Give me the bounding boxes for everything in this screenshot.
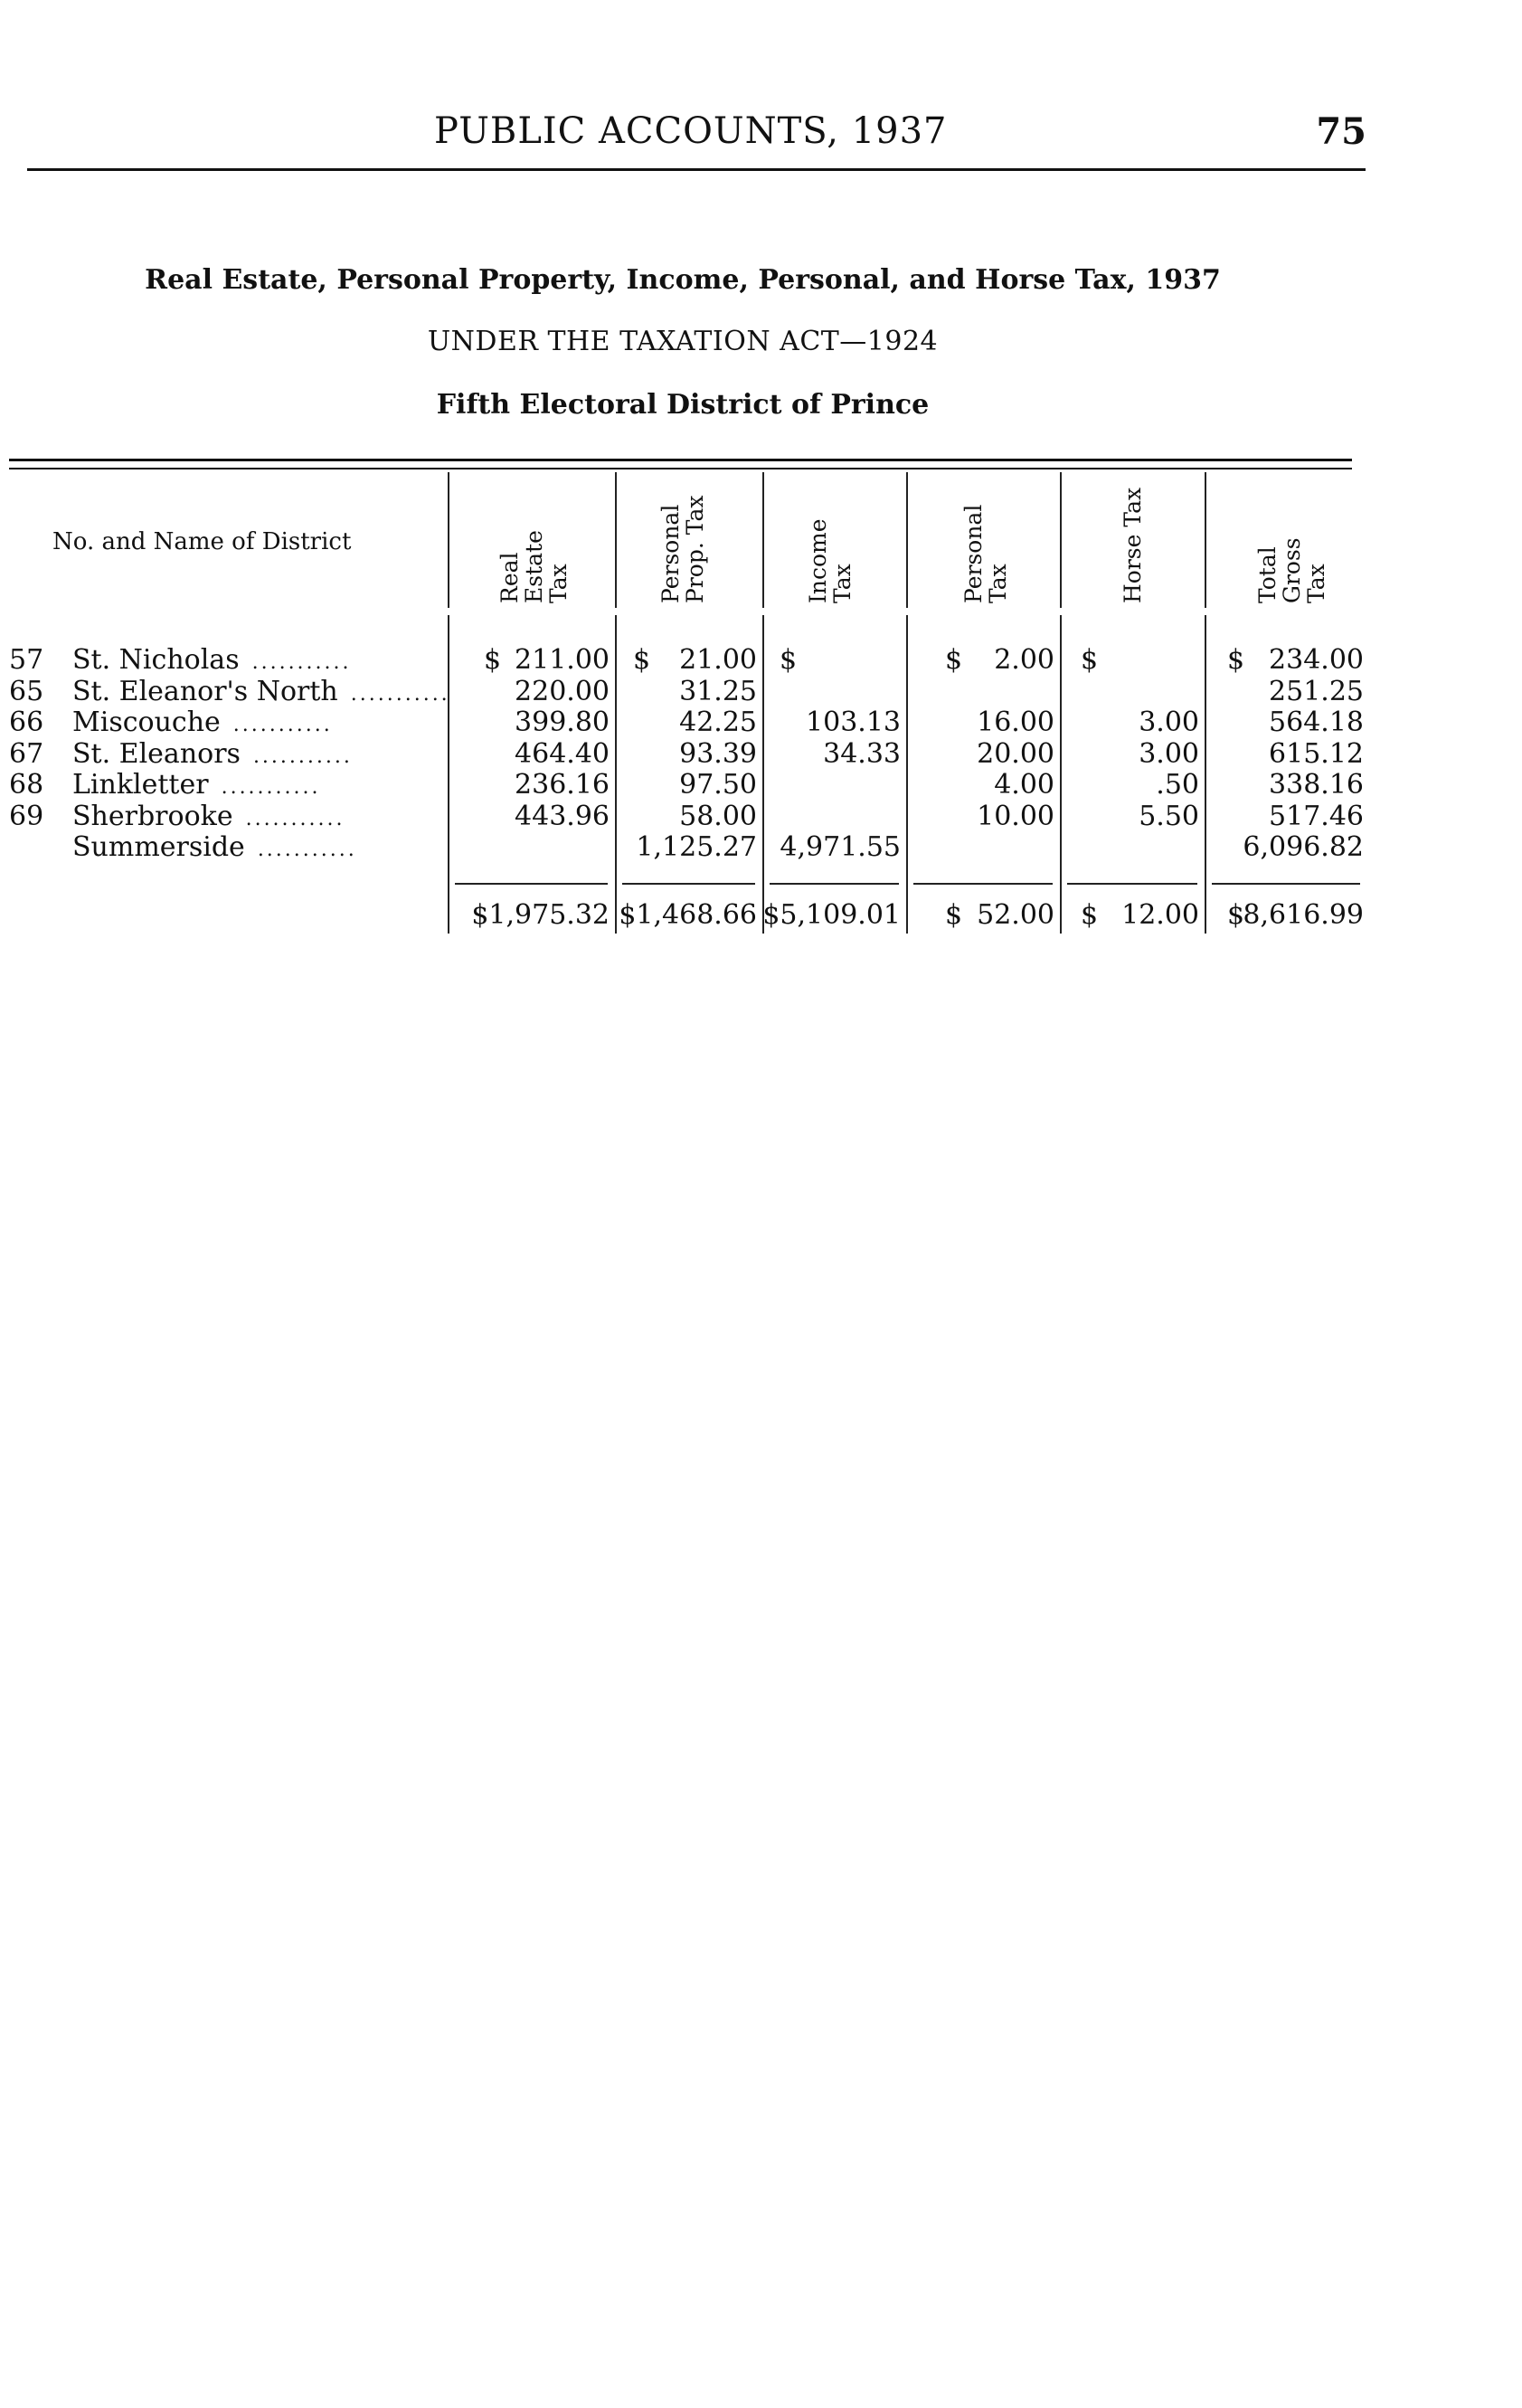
total-horse: 12.00 [1121, 899, 1199, 931]
sum-rule [1067, 883, 1197, 885]
total-total: 8,616.99 [1243, 899, 1364, 931]
district-number: 69 [9, 800, 44, 832]
district-number: 57 [9, 644, 44, 676]
table-row [0, 738, 1522, 769]
table-row [0, 706, 1522, 737]
cell-total: 564.18 [1269, 706, 1364, 738]
sum-rule [770, 883, 899, 885]
cell-real-estate: 399.80 [515, 706, 610, 738]
cell-total: 234.00 [1269, 644, 1364, 676]
leader-dots: ........... [245, 807, 345, 830]
cell-personal: 16.00 [977, 706, 1054, 738]
cell-income: 103.13 [806, 706, 901, 738]
column-header-personal-line: Tax [985, 564, 1011, 603]
column-divider [906, 472, 908, 608]
table-title: Real Estate, Personal Property, Income, Personal, and Horse Tax, 1937 [145, 264, 1221, 296]
cell-personal-prop: 58.00 [679, 800, 757, 832]
district-name-text: St. Eleanor's North [72, 675, 338, 707]
district-subtitle: Fifth Electoral District of Prince [436, 389, 930, 421]
cell-total: 6,096.82 [1243, 831, 1364, 863]
sum-rule [1212, 883, 1360, 885]
column-header-real-estate-line: Estate [520, 530, 547, 603]
header-rule [27, 168, 1366, 171]
page-number: 75 [1316, 110, 1366, 153]
cell-personal-prop: 42.25 [679, 706, 757, 738]
table-row [0, 644, 1522, 675]
table-row [0, 801, 1522, 831]
cell-horse: 3.00 [1139, 737, 1199, 770]
currency-symbol: $ [945, 644, 963, 676]
cell-income: 4,971.55 [780, 831, 901, 863]
district-name [72, 831, 357, 863]
district-number: 65 [9, 675, 44, 707]
district-name-text: Sherbrooke [72, 800, 233, 832]
cell-personal-prop: 1,125.27 [636, 831, 757, 863]
district-name-text: Summerside [72, 831, 245, 863]
currency-symbol: $ [484, 644, 502, 676]
column-divider [762, 472, 764, 608]
column-header-total-line: Gross [1278, 537, 1305, 603]
cell-real-estate: 236.16 [515, 769, 610, 801]
total-real-estate: $1,975.32 [471, 899, 610, 931]
district-name-text: St. Eleanors [72, 737, 241, 770]
cell-horse: 5.50 [1139, 800, 1199, 832]
sum-rule [455, 883, 608, 885]
district-name [72, 801, 345, 832]
cell-real-estate: 220.00 [515, 675, 610, 707]
sum-rule [622, 883, 755, 885]
column-header-horse-line: Horse Tax [1119, 487, 1146, 603]
district-name-text: St. Nicholas [72, 644, 240, 676]
column-header-personal-prop-line: Prop. Tax [682, 495, 708, 603]
currency-symbol: $ [633, 644, 651, 676]
table-row [0, 831, 1522, 862]
column-header-income-line: Tax [829, 564, 856, 603]
leader-dots: ........... [221, 776, 321, 799]
cell-total: 517.46 [1269, 800, 1364, 832]
leader-dots: ........... [252, 744, 353, 768]
running-head [0, 110, 1522, 165]
leader-dots: ........... [350, 682, 450, 706]
cell-horse: .50 [1156, 769, 1199, 801]
act-subtitle: UNDER THE TAXATION ACT—1924 [427, 326, 939, 357]
currency-symbol: $ [945, 899, 963, 931]
district-name [72, 706, 333, 738]
district-number: 67 [9, 737, 44, 770]
cell-total: 251.25 [1269, 675, 1364, 707]
column-header-income-line: Income [805, 518, 831, 603]
column-header-real-estate-line: Real [496, 552, 523, 603]
district-name-text: Miscouche [72, 706, 221, 738]
cell-total: 615.12 [1269, 737, 1364, 770]
district-name [72, 769, 321, 801]
column-header-real-estate-line: Tax [544, 564, 572, 603]
cell-personal-prop: 97.50 [679, 769, 757, 801]
column-divider [1060, 472, 1062, 608]
sum-rule [913, 883, 1053, 885]
leader-dots: ........... [251, 651, 352, 674]
currency-symbol: $ [780, 644, 798, 676]
cell-personal-prop: 93.39 [679, 737, 757, 770]
currency-symbol: $ [1227, 899, 1245, 931]
table-top-rule [9, 459, 1352, 461]
cell-personal-prop: 31.25 [679, 675, 757, 707]
column-header-personal-prop-line: Personal [657, 504, 684, 603]
column-divider [448, 472, 449, 608]
column-header-district: No. and Name of District [52, 528, 352, 555]
cell-total: 338.16 [1269, 769, 1364, 801]
table-row [0, 769, 1522, 800]
cell-personal: 2.00 [994, 644, 1054, 676]
district-name [72, 644, 352, 676]
currency-symbol: $ [1227, 644, 1245, 676]
total-income: $5,109.01 [762, 899, 901, 931]
column-header-personal-line: Personal [960, 504, 987, 603]
currency-symbol: $ [1081, 644, 1099, 676]
column-header-total-line: Tax [1302, 564, 1329, 603]
total-personal: 52.00 [977, 899, 1054, 931]
cell-real-estate: 211.00 [515, 644, 610, 676]
cell-personal-prop: 21.00 [679, 644, 757, 676]
district-name [72, 676, 450, 707]
total-personal-prop: $1,468.66 [619, 899, 757, 931]
leader-dots: ........... [257, 839, 357, 861]
district-number: 68 [9, 769, 44, 801]
cell-personal: 20.00 [977, 737, 1054, 770]
district-name [72, 738, 353, 770]
column-header-total-line: Total [1253, 546, 1281, 603]
column-divider [1205, 472, 1206, 608]
table-row [0, 676, 1522, 706]
leader-dots: ........... [232, 714, 333, 736]
cell-income: 34.33 [823, 737, 901, 770]
cell-personal: 10.00 [977, 800, 1054, 832]
totals-line [0, 899, 1522, 930]
cell-personal: 4.00 [994, 769, 1054, 801]
table-top-rule-2 [9, 468, 1352, 469]
cell-horse: 3.00 [1139, 706, 1199, 738]
district-number: 66 [9, 706, 44, 738]
cell-real-estate: 443.96 [515, 800, 610, 832]
running-title: PUBLIC ACCOUNTS, 1937 [434, 110, 948, 152]
currency-symbol: $ [1081, 899, 1099, 931]
column-divider [615, 472, 617, 608]
district-name-text: Linkletter [72, 769, 209, 801]
cell-real-estate: 464.40 [515, 737, 610, 770]
